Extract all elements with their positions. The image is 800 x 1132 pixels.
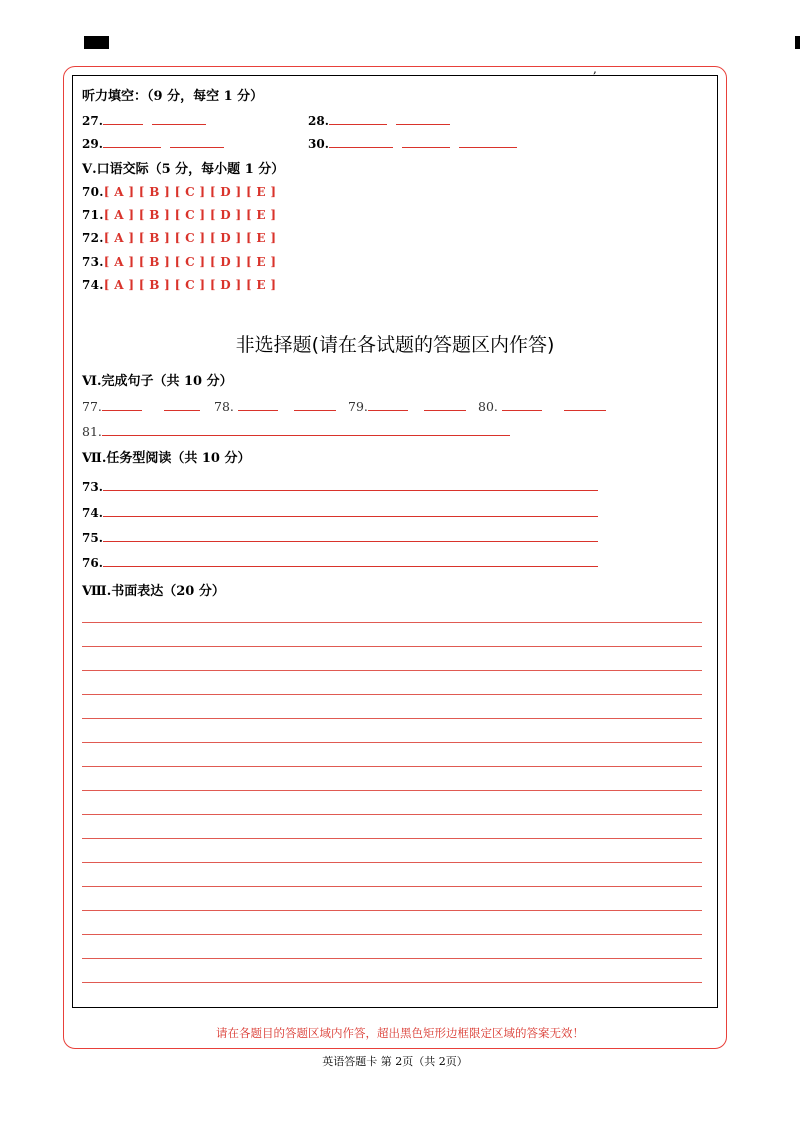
writing-line[interactable] — [82, 934, 702, 935]
answer-blank[interactable] — [102, 423, 510, 436]
sentence-q77: 77. — [82, 398, 200, 414]
writing-lines[interactable] — [82, 622, 702, 983]
sentence-q81: 81. — [82, 423, 510, 439]
writing-line[interactable] — [82, 982, 702, 983]
answer-blank[interactable] — [564, 398, 606, 411]
answer-blank[interactable] — [103, 135, 161, 148]
task-heading: Ⅶ.任务型阅读（共 10 分） — [82, 451, 251, 466]
alignment-marker-top-right — [795, 36, 800, 49]
choice-row-70[interactable]: 70.[ A ] [ B ] [ C ] [ D ] [ E ] — [82, 185, 277, 199]
writing-line[interactable] — [82, 742, 702, 743]
answer-blank[interactable] — [102, 398, 142, 411]
answer-line[interactable] — [103, 554, 598, 567]
choice-row-71[interactable]: 71.[ A ] [ B ] [ C ] [ D ] [ E ] — [82, 208, 277, 222]
choice-row-73[interactable]: 73.[ A ] [ B ] [ C ] [ D ] [ E ] — [82, 255, 277, 269]
answer-line[interactable] — [103, 478, 598, 491]
writing-line[interactable] — [82, 838, 702, 839]
answer-blank[interactable] — [459, 135, 517, 148]
listening-heading: 听力填空：（9 分，每空 1 分） — [82, 89, 264, 104]
task-row: 75. — [82, 527, 598, 546]
writing-line[interactable] — [82, 670, 702, 671]
alignment-marker-top-left — [84, 36, 109, 49]
answer-blank[interactable] — [164, 398, 200, 411]
listening-q29: 29. — [82, 133, 224, 152]
task-row: 76. — [82, 552, 598, 571]
writing-line[interactable] — [82, 814, 702, 815]
sentence-q79: 79. — [348, 398, 466, 414]
page-footer: 英语答题卡 第 2页（共 2页） — [322, 1055, 468, 1068]
answer-blank[interactable] — [402, 135, 450, 148]
choice-row-72[interactable]: 72.[ A ] [ B ] [ C ] [ D ] [ E ] — [82, 231, 277, 245]
listening-q27: 27. — [82, 110, 206, 129]
writing-line[interactable] — [82, 694, 702, 695]
stray-comma: , — [593, 62, 597, 76]
sentence-q78: 78. — [214, 398, 336, 414]
answer-blank[interactable] — [329, 112, 387, 125]
answer-line[interactable] — [103, 504, 598, 517]
writing-line[interactable] — [82, 886, 702, 887]
writing-line[interactable] — [82, 718, 702, 719]
writing-line[interactable] — [82, 790, 702, 791]
answer-blank[interactable] — [170, 135, 224, 148]
answer-blank[interactable] — [502, 398, 542, 411]
choice-row-74[interactable]: 74.[ A ] [ B ] [ C ] [ D ] [ E ] — [82, 278, 277, 292]
answer-blank[interactable] — [329, 135, 393, 148]
writing-line[interactable] — [82, 910, 702, 911]
sentences-heading: Ⅵ.完成句子（共 10 分） — [82, 374, 233, 389]
sentence-q80: 80. — [478, 398, 606, 414]
listening-q30: 30. — [308, 133, 517, 152]
writing-line[interactable] — [82, 766, 702, 767]
answer-blank[interactable] — [424, 398, 466, 411]
writing-line[interactable] — [82, 862, 702, 863]
oral-heading: Ⅴ.口语交际（5 分，每小题 1 分） — [82, 162, 285, 177]
answer-blank[interactable] — [368, 398, 408, 411]
writing-line[interactable] — [82, 958, 702, 959]
answer-blank[interactable] — [238, 398, 278, 411]
answer-blank[interactable] — [396, 112, 450, 125]
answer-blank[interactable] — [152, 112, 206, 125]
answer-blank[interactable] — [294, 398, 336, 411]
writing-heading: Ⅷ.书面表达（20 分） — [82, 584, 225, 599]
writing-line[interactable] — [82, 646, 702, 647]
answer-blank[interactable] — [103, 112, 143, 125]
writing-line[interactable] — [82, 622, 702, 623]
listening-q28: 28. — [308, 110, 450, 129]
answer-line[interactable] — [103, 529, 598, 542]
nonchoice-title: 非选择题(请在各试题的答题区内作答) — [235, 334, 555, 356]
task-row: 74. — [82, 502, 598, 521]
task-row: 73. — [82, 476, 598, 495]
answer-area-warning: 请在各题目的答题区域内作答，超出黑色矩形边框限定区域的答案无效！ — [216, 1026, 584, 1040]
